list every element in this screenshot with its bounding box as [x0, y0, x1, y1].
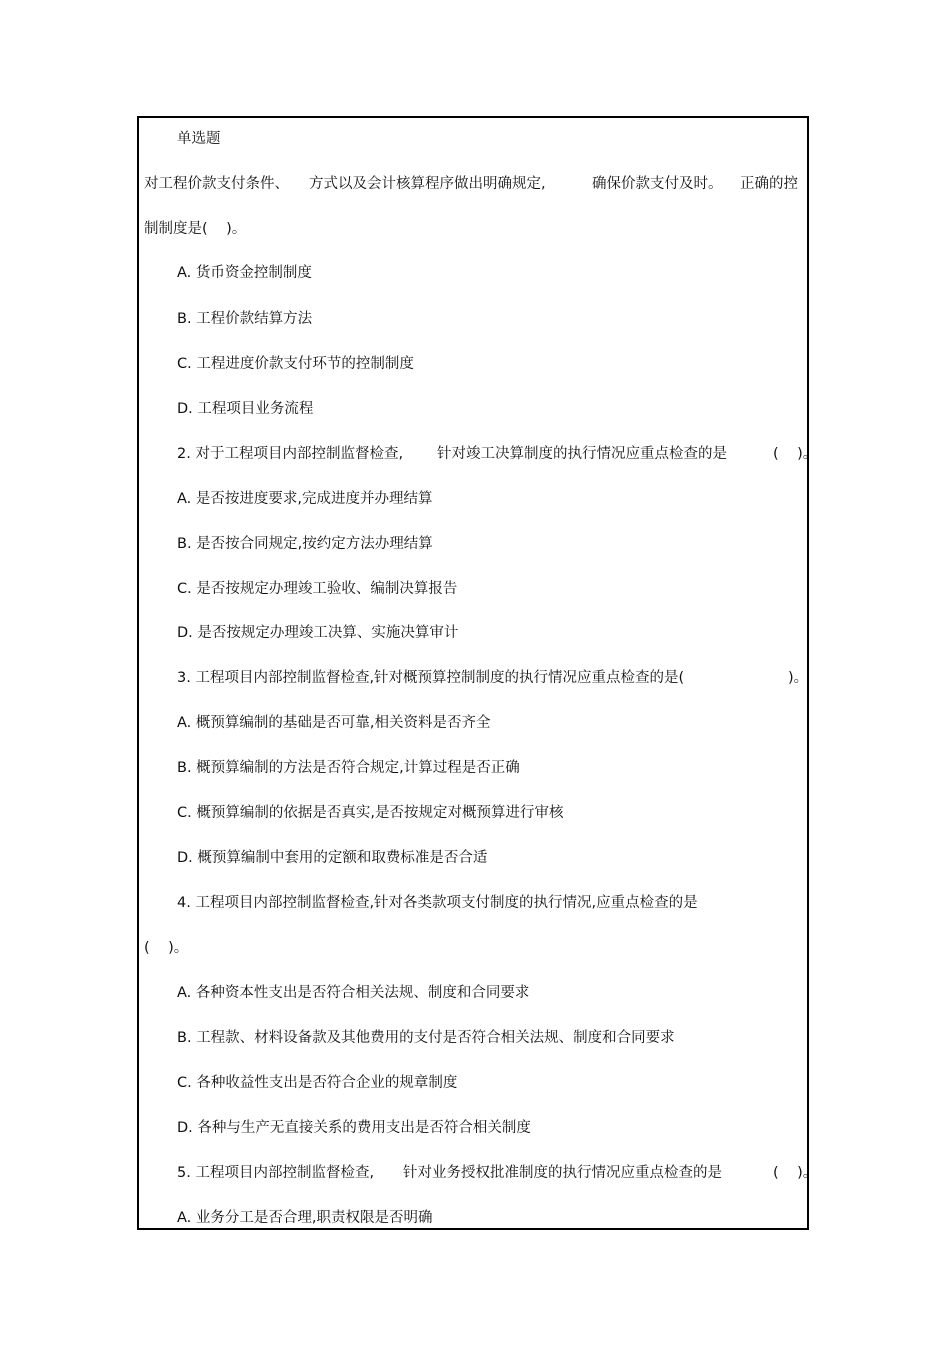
q1-stem-part3: 确保价款支付及时。	[592, 176, 723, 192]
q1-option-d: D. 工程项目业务流程	[177, 401, 314, 417]
q5-stem-paren: ( )。	[773, 1165, 818, 1181]
q1-stem-part2: 方式以及会计核算程序做出明确规定,	[309, 176, 546, 192]
q1-stem-part1: 对工程价款支付条件、	[144, 176, 289, 192]
q1-option-c: C. 工程进度价款支付环节的控制制度	[177, 356, 414, 372]
q3-option-b: B. 概预算编制的方法是否符合规定,计算过程是否正确	[177, 760, 520, 776]
q2-stem-paren: ( )。	[773, 446, 818, 462]
q4-stem-line1: 4. 工程项目内部控制监督检查,针对各类款项支付制度的执行情况,应重点检查的是	[177, 895, 698, 911]
q2-option-d: D. 是否按规定办理竣工决算、实施决算审计	[177, 625, 459, 641]
q4-option-d: D. 各种与生产无直接关系的费用支出是否符合相关制度	[177, 1120, 531, 1136]
q2-stem-part2: 针对竣工决算制度的执行情况应重点检查的是	[437, 446, 727, 462]
q2-option-c: C. 是否按规定办理竣工验收、编制决算报告	[177, 581, 458, 597]
q3-option-d: D. 概预算编制中套用的定额和取费标准是否合适	[177, 850, 488, 866]
q5-option-a: A. 业务分工是否合理,职责权限是否明确	[177, 1210, 433, 1226]
q1-option-b: B. 工程价款结算方法	[177, 311, 313, 327]
q1-option-a: A. 货币资金控制制度	[177, 265, 312, 281]
q2-option-a: A. 是否按进度要求,完成进度并办理结算	[177, 491, 433, 507]
q5-stem-part1: 5. 工程项目内部控制监督检查,	[177, 1165, 375, 1181]
q4-option-c: C. 各种收益性支出是否符合企业的规章制度	[177, 1075, 458, 1091]
q3-stem-paren: )。	[788, 670, 809, 686]
q4-option-a: A. 各种资本性支出是否符合相关法规、制度和合同要求	[177, 985, 530, 1001]
q4-stem-line2: ( )。	[144, 940, 189, 956]
section-title: 单选题	[177, 131, 221, 147]
q2-option-b: B. 是否按合同规定,按约定方法办理结算	[177, 536, 433, 552]
q5-stem-part2: 针对业务授权批准制度的执行情况应重点检查的是	[403, 1165, 722, 1181]
q1-stem-part4: 正确的控	[740, 176, 798, 192]
q1-stem-line2: 制制度是( )。	[144, 221, 247, 237]
q4-option-b: B. 工程款、材料设备款及其他费用的支付是否符合相关法规、制度和合同要求	[177, 1030, 675, 1046]
q3-option-c: C. 概预算编制的依据是否真实,是否按规定对概预算进行审核	[177, 805, 564, 821]
q2-stem-part1: 2. 对于工程项目内部控制监督检查,	[177, 446, 404, 462]
q3-stem-part1: 3. 工程项目内部控制监督检查,针对概预算控制制度的执行情况应重点检查的是(	[177, 670, 685, 686]
q3-option-a: A. 概预算编制的基础是否可靠,相关资料是否齐全	[177, 715, 491, 731]
